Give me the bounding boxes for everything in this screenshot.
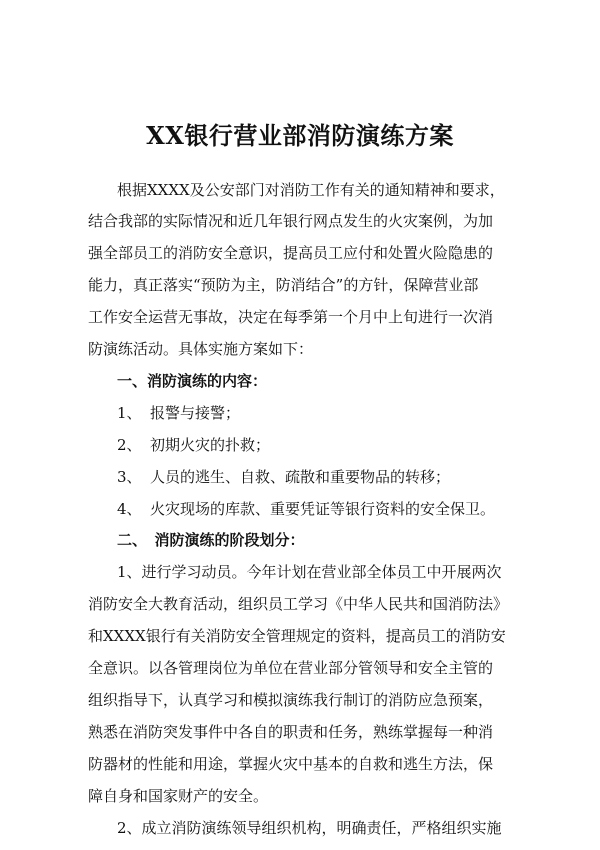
intro-line: 能力，真正落实“预防为主，防消结合”的方针，保障营业部 xyxy=(88,276,479,294)
paragraph-line: 消防安全大教育活动，组织员工学习《中华人民共和国消防法》 xyxy=(88,595,509,613)
section2-heading: 二、 消防演练的阶段划分： xyxy=(117,531,305,549)
paragraph-line: 2、成立消防演练领导组织机构，明确责任，严格组织实施 xyxy=(117,819,502,837)
list-item-text: 火灾现场的库款、重要凭证等银行资料的安全保卫。 xyxy=(150,500,496,518)
paragraph-line: 组织指导下，认真学习和模拟演练我行制订的消防应急预案， xyxy=(88,691,494,709)
section1-heading: 一、消防演练的内容： xyxy=(117,372,268,390)
list-item-text: 初期火灾的扑救； xyxy=(150,436,271,454)
list-item-number: 3、 xyxy=(117,468,142,486)
list-item-number: 4、 xyxy=(117,500,142,518)
intro-line: 工作安全运营无事故，决定在每季第一个月中上旬进行一次消 xyxy=(88,308,494,326)
paragraph-line: 1、进行学习动员。今年计划在营业部全体员工中开展两次 xyxy=(117,563,502,581)
document-title: XX银行营业部消防演练方案 xyxy=(146,121,454,150)
paragraph-line: 防器材的性能和用途，掌握火灾中基本的自救和逃生方法，保 xyxy=(88,755,494,773)
intro-line: 防演练活动。具体实施方案如下： xyxy=(88,340,314,358)
list-item-number: 1、 xyxy=(117,404,142,422)
paragraph-line: 全意识。以各管理岗位为单位在营业部分管领导和安全主管的 xyxy=(88,659,494,677)
list-item-text: 报警与接警； xyxy=(150,404,241,422)
intro-line: 结合我部的实际情况和近几年银行网点发生的火灾案例，为加 xyxy=(88,212,494,230)
paragraph-line: 熟悉在消防突发事件中各自的职责和任务，熟练掌握每一种消 xyxy=(88,723,494,741)
intro-line: 根据XXXX及公安部门对消防工作有关的通知精神和要求， xyxy=(117,181,505,199)
intro-line: 强全部员工的消防安全意识，提高员工应付和处置火险隐患的 xyxy=(88,244,494,262)
paragraph-line: 障自身和国家财产的安全。 xyxy=(88,787,269,805)
list-item-number: 2、 xyxy=(117,436,142,454)
paragraph-line: 和XXXX银行有关消防安全管理规定的资料，提高员工的消防安 xyxy=(88,627,506,645)
list-item-text: 人员的逃生、自救、疏散和重要物品的转移； xyxy=(150,468,451,486)
